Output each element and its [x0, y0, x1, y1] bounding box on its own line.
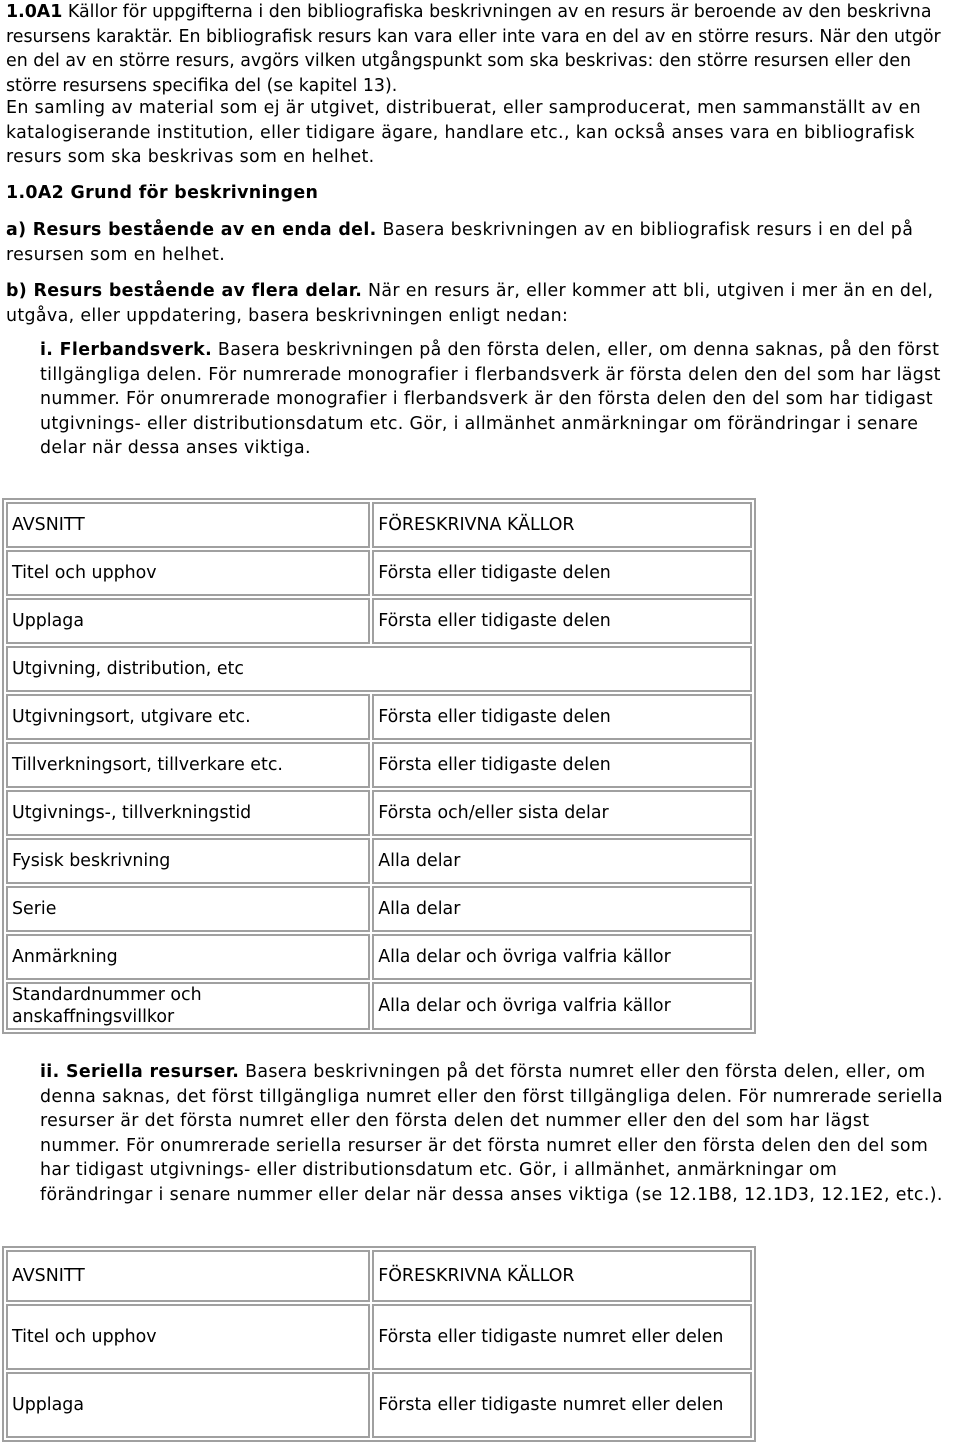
table-cell: Första eller tidigaste numret eller delen	[372, 1372, 752, 1438]
table-cell: Upplaga	[6, 1372, 370, 1438]
table-cell: Alla delar och övriga valfria källor	[372, 934, 752, 980]
table-header-row	[6, 502, 752, 548]
table-row	[6, 1372, 752, 1438]
table-cell: Första eller tidigaste delen	[372, 742, 752, 788]
table-row	[6, 886, 752, 932]
table-cell: Första och/eller sista delar	[372, 790, 752, 836]
paragraph-multi-part	[6, 279, 958, 328]
paragraph-text: Källor för uppgifterna i den bibliografiska beskrivningen av en resurs är beroende av den beskrivna resursens karaktär. En bibliografisk resurs kan vara eller inte vara en del av en större resurs. När den utgör en del av en större resurs, avgörs vilken utgångspunkt som ska beskrivas: den större resursen eller den större resursens specifika del (se kapitel 13).	[6, 2, 941, 96]
paragraph-text: När en resurs är, eller kommer att bli, utgiven i mer än en del, utgåva, eller uppdatering, basera beskrivningen enligt nedan:	[6, 281, 934, 326]
paragraph-text: Basera beskrivningen på det första numret eller den första delen, eller, om denna saknas, det först tillgängliga numret eller den först tillgängliga delen. För numrerade seriella resurser är det första numret eller den första delen det nummer eller den del som har lägst nummer. För onumrerade seriella resurser är det första numret eller den första delen den del som har tidigast utgivnings- eller distributionsdatum etc. Gör, i allmänhet, anmärkningar om förändringar i senare nummer eller delar när dessa anses viktiga (se 12.1B8, 12.1D3, 12.1E2, etc.).	[40, 1062, 944, 1205]
table-cell: Standardnummer och anskaffningsvillkor	[6, 982, 370, 1030]
table-cell: Anmärkning	[6, 934, 370, 980]
paragraph-lead: a) Resurs bestående av en enda del.	[6, 220, 377, 240]
table-row	[6, 982, 752, 1030]
table-cell: Utgivningsort, utgivare etc.	[6, 694, 370, 740]
paragraph-lead: b) Resurs bestående av flera delar.	[6, 281, 363, 301]
paragraph-collection	[6, 96, 958, 170]
table-header-cell: AVSNITT	[6, 502, 370, 548]
section-number: 1.0A1	[6, 2, 63, 22]
paragraph-sources	[6, 0, 958, 98]
table-row	[6, 742, 752, 788]
table-row	[6, 790, 752, 836]
paragraph-serials	[40, 1060, 945, 1208]
table-cell: Utgivnings-, tillverkningstid	[6, 790, 370, 836]
table-header-row	[6, 1250, 752, 1302]
sources-table-multivolume	[2, 498, 756, 1034]
table-cell: Första eller tidigaste delen	[372, 550, 752, 596]
table-row	[6, 838, 752, 884]
table-cell: Första eller tidigaste delen	[372, 694, 752, 740]
paragraph-text: Basera beskrivningen på den första delen, eller, om denna saknas, på den först tillgängliga delen. För numrerade monografier i flerbandsverk är första delen den del som har lägst nummer. För onumrerade monografier i flerbandsverk är den första delen den del som har tidigast utgivnings- eller distributionsdatum etc. Gör, i allmänhet anmärkningar om förändringar i senare delar när dessa anses viktiga.	[40, 340, 941, 459]
paragraph-lead: i. Flerbandsverk.	[40, 340, 213, 360]
table-header-cell: FÖRESKRIVNA KÄLLOR	[372, 1250, 752, 1302]
paragraph-text: En samling av material som ej är utgivet, distribuerat, eller samproducerat, men sammanställt av en katalogiserande institution, eller tidigare ägare, handlare etc.	[6, 98, 922, 143]
table-row	[6, 694, 752, 740]
table-header-cell: AVSNITT	[6, 1250, 370, 1302]
table-row	[6, 550, 752, 596]
table-cell: Alla delar och övriga valfria källor	[372, 982, 752, 1030]
table-header-cell: FÖRESKRIVNA KÄLLOR	[372, 502, 752, 548]
paragraph-multivolume	[40, 338, 945, 461]
table-row	[6, 598, 752, 644]
section-heading: 1.0A2 Grund för beskrivningen	[6, 183, 319, 203]
table-cell: Titel och upphov	[6, 1304, 370, 1370]
table-cell: Serie	[6, 886, 370, 932]
table-cell: Utgivning, distribution, etc	[6, 646, 752, 692]
sources-table-serials	[2, 1246, 756, 1442]
paragraph-single-part	[6, 218, 958, 267]
table-cell: Första eller tidigaste delen	[372, 598, 752, 644]
table-cell: Alla delar	[372, 886, 752, 932]
table-cell: Fysisk beskrivning	[6, 838, 370, 884]
table-cell: Tillverkningsort, tillverkare etc.	[6, 742, 370, 788]
table-row	[6, 934, 752, 980]
table-cell: Alla delar	[372, 838, 752, 884]
table-cell: Titel och upphov	[6, 550, 370, 596]
table-row	[6, 646, 752, 692]
table-row	[6, 1304, 752, 1370]
paragraph-text: , kan också anses vara en bibliografisk resurs som ska beskrivas som en helhet.	[6, 122, 915, 168]
table-cell: Första eller tidigaste numret eller delen	[372, 1304, 752, 1370]
paragraph-text: Basera beskrivningen av en bibliografisk resurs i en del på resursen som en helhet.	[6, 220, 914, 265]
paragraph-lead: ii. Seriella resurser.	[40, 1062, 240, 1082]
table-cell: Upplaga	[6, 598, 370, 644]
